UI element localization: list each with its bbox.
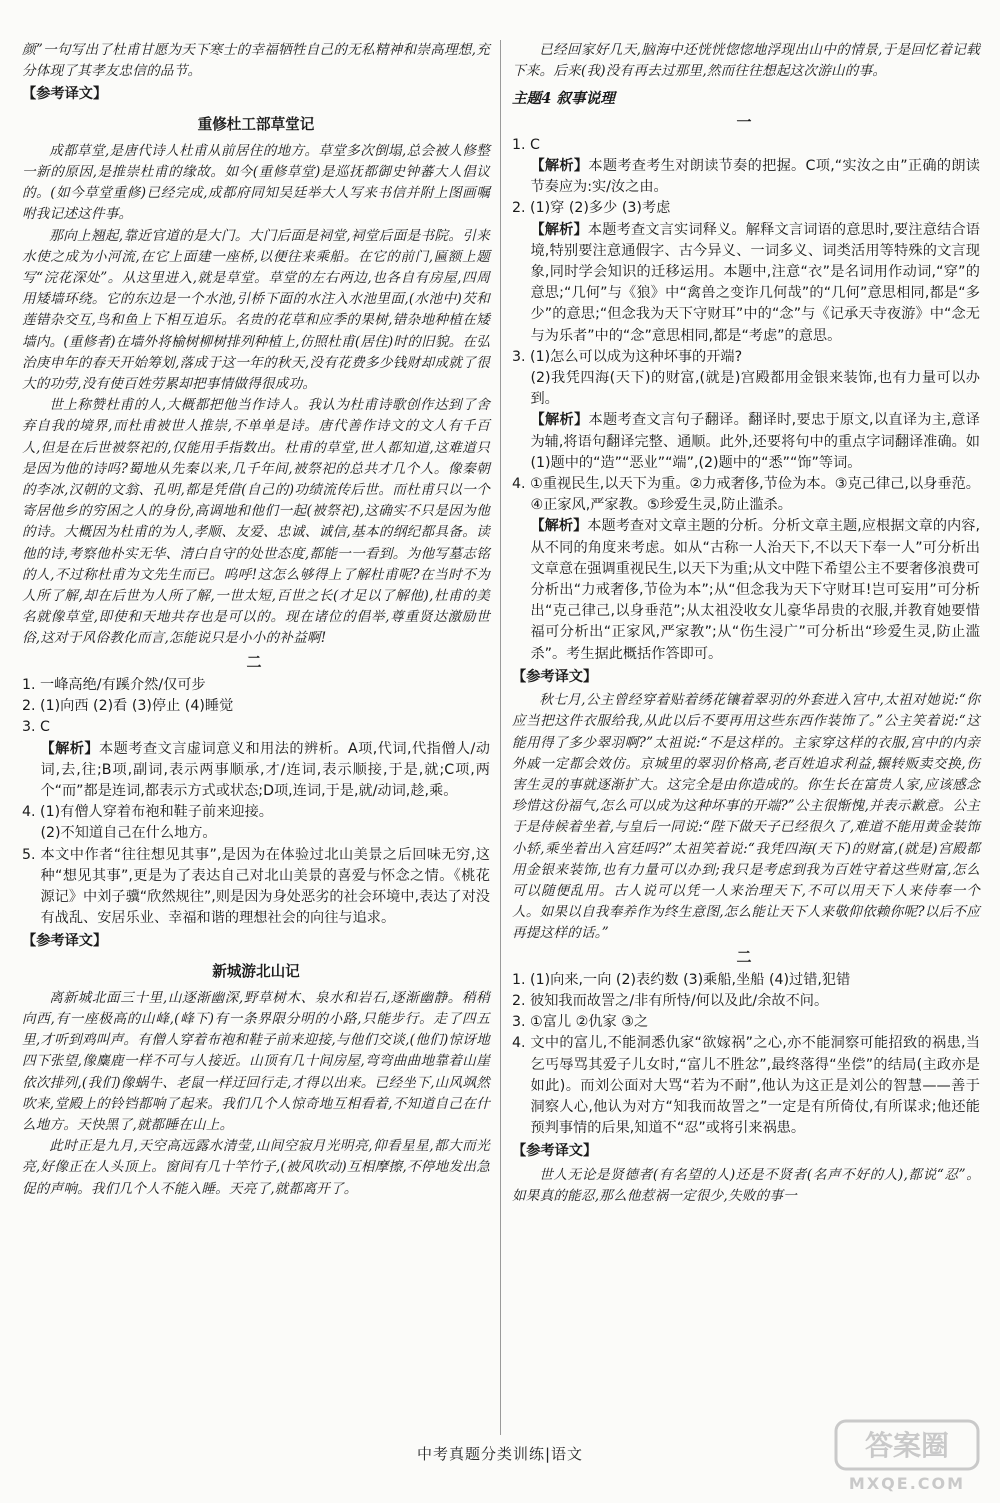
analysis-label: 【解析】: [530, 518, 588, 535]
answer-item: 2. (1)穿 (2)多少 (3)考虑: [512, 200, 671, 217]
analysis-text: 本题考查文言虚词意义和用法的辨析。A项,代词,代指僧人/动词,去,往;B项,副词,表示两事顺承,才/连词,表示顺接,于是,就;C项,两个“而”都是连词,都表示方式或状态;D项,连词,于是,就/动词,趁,乘。: [40, 740, 490, 799]
theme-heading: 主题4 叙事说理: [512, 90, 615, 108]
analysis-label: 【解析】: [530, 412, 589, 429]
answer-item: 3. (1)怎么可以成为这种坏事的开端?: [512, 348, 743, 365]
trans1-para: 世上称赞杜甫的人,大概都把他当作诗人。我认为杜甫诗歌创作达到了舍弃自我的境界,而杜甫被世人推崇,不单单是诗。唐代善作诗文的文人有千百人,但是在后世被祭祀的,仅能用手指数出。杜甫的草堂,世人都知道,这难道只是因为他的诗吗?蜀地从先秦以来,几千年间,被祭祀的总共才几个人。像秦朝的李冰,汉朝的文翁、孔明,都是凭借(自己的)功绩流传后世。而杜甫只以一个寄居他乡的穷困之人的身份,高调地和他们一起(被祭祀),这确实不只是因为他的诗。大概因为杜甫的为人,孝顺、友爱、忠诚、诚信,基本的纲纪都具备。读他的诗,考察他朴实无华、清白自守的处世态度,都能一一看到。为他写墓志铭的人,不过称杜甫为文先生而已。呜呼!这怎么够得上了解杜甫呢?在当时不为人所了解,却在后世为人所了解,一世太短,百世之长(才足以了解他),杜甫的美名就像草堂,即使和天地共存也是可以的。现在诸位的倡举,尊重贤达激励世俗,这对于风俗教化而言,怎能说只是小小的补益啊!: [22, 397, 490, 647]
analysis-text: 本题考查文言实词释义。解释文言词语的意思时,要注意结合语境,特别要注意通假字、古今异义、一词多义、词类活用等特殊的文言现象,同时学会知识的迁移运用。本题中,注意“衣”是名词用作动词,“穿”的意思;“几何”与《狼》中“禽兽之变诈几何哉”的“几何”意思相同,都是“多少”的意思;“但念我为天下守财耳”中的“念”与《记承天寺夜游》中“念无与为乐者”中的“念”意思相同,都是“考虑”的意思。: [530, 221, 980, 344]
answer-item: 1. (1)向来,一向 (2)表约数 (3)乘船,坐船 (4)过错,犯错: [512, 971, 851, 988]
analysis-text: 本题考查文言句子翻译。翻译时,要忠于原文,以直译为主,意译为辅,将语句翻译完整、通顺。此外,还要将句中的重点字词翻译准确。如(1)题中的“造”“恶业”“端”,(2)题中的“悉”“饰”等词。: [530, 412, 980, 471]
watermark-bottom: MXQE.COM: [848, 1474, 966, 1493]
column-divider: [500, 40, 501, 1435]
answer-item: 3. C: [22, 719, 50, 736]
analysis-label: 【解析】: [40, 740, 100, 757]
analysis-text: 本题考查对文章主题的分析。分析文章主题,应根据文章的内容,从不同的角度来考虑。如从“古称一人治天下,不以天下奉一人”可分析出文章意在强调重视民生,以天下为重;从文中陛下希望公主不要奢侈浪费可分析出“力戒奢侈,节俭为本”;从“但念我为天下守财耳!岂可妄用”可分析出“克己律己,以身垂范”;从太祖没收女儿豪华昂贵的衣服,并教育她要惜福可分析出“正家风,严家教”;从“伤生浸广”可分析出“珍爱生灵,防止滥杀”。考生据此概括作答即可。: [530, 518, 980, 662]
answer-item: 3. ①富儿 ②仇家 ③之: [512, 1014, 649, 1031]
ref-label: 【参考译文】: [22, 86, 108, 103]
answer-item: 2. (1)向西 (2)看 (3)停止 (4)睡觉: [22, 698, 234, 715]
answer-subitem: (2)不知道自己在什么地方。: [40, 825, 217, 842]
right-column: [512, 40, 980, 1207]
answer-item: 1. 一峰高绝/有蹊介然/仅可步: [22, 676, 206, 693]
trans2-para: 离新城北面三十里,山逐渐幽深,野草树木、泉水和岩石,逐渐幽静。稍稍向西,有一座极高的山峰,(峰下)有一条界限分明的小路,只能步行。走了四五里,才听到鸡叫声。有僧人穿着布袍和鞋子前来迎接,与他们交谈,(他们)惊讶地四下张望,像麋鹿一样不可与人接近。山顶有几十间房屋,弯弯曲曲地靠着山崖依次排列,(我们)像蜗牛、老鼠一样迂回行走,才得以出来。已经坐下,山风飒然吹来,堂殿上的铃铛都响了起来。我们几个人惊奇地互相看着,不知道自己在什么地方。天快黑了,就都睡在山上。: [22, 989, 490, 1133]
title-1: 重修杜工部草堂记: [197, 115, 315, 133]
answer-subitem: (2)我凭四海(天下)的财富,(就是)宫殿都用金银来装饰,也有力量可以办到。: [530, 370, 980, 408]
trans1-para: 成都草堂,是唐代诗人杜甫从前居住的地方。草堂多次倒塌,总会被人修整一新的原因,是推崇杜甫的缘故。如今(重修草堂)是巡抚都御史钟蕃大人倡议的。(如今草堂重修)已经完成,成都府同知吴廷举大人写来书信并附上图画嘱咐我记述这件事。: [22, 142, 490, 223]
left-column: [22, 40, 490, 1200]
ref-label: 【参考译文】: [22, 933, 108, 950]
answer-item: 4. ①重视民生,以天下为重。②力戒奢侈,节俭为本。③克己律己,以身垂范。④正家风,严家教。⑤珍爱生灵,防止滥杀。: [512, 476, 980, 514]
intro-text: 颜”一句写出了杜甫甘愿为天下寒士的幸福牺牲自己的无私精神和崇高理想,充分体现了其孝友忠信的品节。: [22, 42, 490, 80]
section-two: 二: [246, 652, 266, 671]
answer-item: 5. 本文中作者“往往想见其事”,是因为在体验过北山美景之后回味无穷,这种“想见其事”,更是为了表达自己对北山美景的喜爱与怀念之情。《桃花源记》中刘子骥“欣然规往”,则是因为身处恶劣的社会环境中,表达了对没有战乱、安居乐业、幸福和谐的理想社会的向往与追求。: [22, 846, 490, 927]
analysis-label: 【解析】: [530, 158, 589, 175]
answer-item: 4. (1)有僧人穿着布袍和鞋子前来迎接。: [22, 804, 273, 821]
analysis-label: 【解析】: [530, 221, 588, 238]
page-footer: 中考真题分类训练|语文: [416, 1445, 584, 1463]
trans-last-para: 世人无论是贤德者(有名望的人)还是不贤者(名声不好的人),都说“忍”。如果真的能忍,那么他惹祸一定很少,失败的事一: [512, 1166, 980, 1204]
trans2-end-para: 已经回家好几天,脑海中还恍恍惚惚地浮现出山中的情景,于是回忆着记载下来。后来(我)没有再去过那里,然而往往想起这次游山的事。: [512, 42, 980, 80]
title-2: 新城游北山记: [212, 962, 300, 980]
section-one: 一: [736, 112, 756, 131]
trans1-para: 那向上翘起,靠近官道的是大门。大门后面是祠堂,祠堂后面是书院。引来水使之成为小河流,在它上面建一座桥,以便往来乘船。在它的前门,匾额上题写“浣花深处”。从这里进入,就是草堂。草堂的左右两边,也各自有房屋,四周用矮墙环绕。它的东边是一个水池,引桥下面的水注入水池里面,(水池中)芡和莲错杂交互,鸟和鱼上下相互追乐。名贵的花草和应季的果树,错杂地种植在矮墙内。(重修者)在墙外将榆树柳树排列种植上,仿照杜甫(居住)时的旧貌。在弘治庚申年的春天开始筹划,落成于这一年的秋天,没有花费多少钱财却成就了很大的功劳,没有使百姓劳累却把事情做得很成功。: [22, 227, 490, 393]
ref-label: 【参考译文】: [512, 668, 598, 685]
trans-para: 秋七月,公主曾经穿着贴着绣花镶着翠羽的外套进入宫中,太祖对她说:“你应当把这件衣服给我,从此以后不要再用这些东西作装饰了。”公主笑着说:“这能用得了多少翠羽啊?”太祖说:“不是这样的。主家穿这样的衣服,宫中的内亲外戚一定都会效仿。京城里的翠羽价格高,老百姓追求利益,辗转贩卖交换,伤害生灵的事就逐渐扩大。这完全是由你造成的。你生长在富贵人家,应该感念珍惜这份福气,怎么可以成为这种坏事的开端?”公主很惭愧,并表示歉意。公主于是侍候着坐着,与皇后一同说:“陛下做天子已经很久了,难道不能用黄金装饰小轿,乘坐着出入宫廷吗?”太祖笑着说:“我凭四海(天下)的财富,(就是)宫殿都用金银来装饰,也有力量可以办到;我只是考虑到我为百姓守着这些财富,怎么可以随便乱用。古人说可以凭一人来治理天下,不可以用天下人来侍奉一个人。如果以自我奉养作为终生意图,怎么能让天下人来敬仰依赖你呢?以后不应再提这样的话。”: [512, 692, 980, 942]
analysis-text: 本题考查考生对朗读节奏的把握。C项,“实汝之由”正确的朗读节奏应为:实/汝之由。: [530, 158, 980, 196]
answer-item: 1. C: [512, 136, 540, 153]
watermark-top: 答案圈: [864, 1429, 950, 1462]
section-two: 二: [736, 947, 756, 966]
watermark-logo: [832, 1417, 982, 1495]
ref-label: 【参考译文】: [512, 1143, 598, 1160]
page-body: [22, 40, 982, 1430]
answer-item: 4. 文中的富儿,不能洞悉仇家“欲嫁祸”之心,亦不能洞察可能招致的祸患,当乞丐辱骂其爱子儿女时,“富儿不胜忿”,最终落得“坐偿”的结局(主政亦是如此)。而刘公面对大骂“若为不耐”,他认为这正是刘公的智慧——善于洞察人心,他认为对方“知我而故詈之”一定是有所倚仗,有所谋求;他还能预判事情的后果,知道不“忍”或将引来祸患。: [512, 1035, 980, 1137]
trans2-para: 此时正是九月,天空高远露水清莹,山间空寂月光明亮,仰看星星,都大而光亮,好像正在人头顶上。窗间有几十竿竹子,(被风吹动)互相摩擦,不停地发出急促的声响。我们几个人不能入睡。天亮了,就都离开了。: [22, 1138, 490, 1197]
answer-item: 2. 彼知我而故詈之/非有所恃/何以及此/余故不问。: [512, 992, 829, 1009]
